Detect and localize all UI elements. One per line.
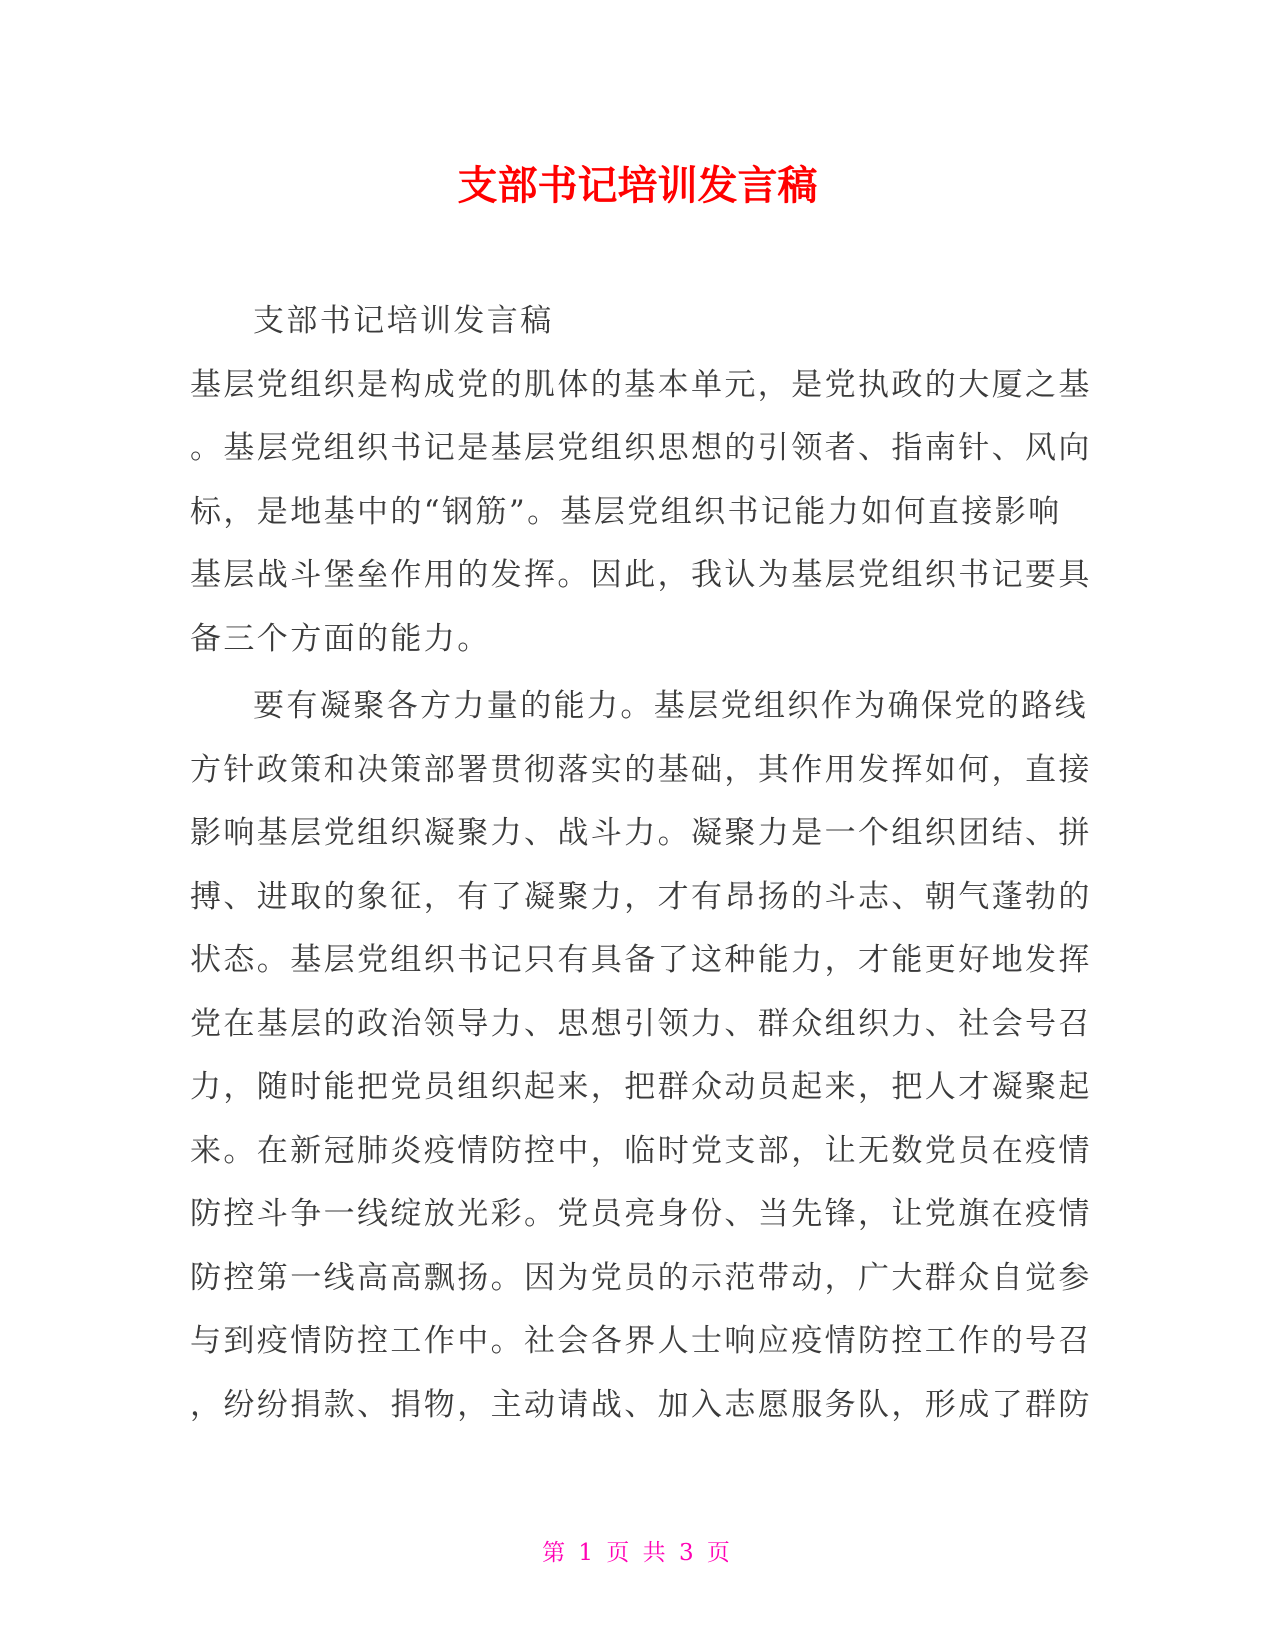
- document-body: [190, 290, 1090, 1437]
- text-line: ，纷纷捐款、捐物，主动请战、加入志愿服务队，形成了群防: [190, 1386, 1092, 1423]
- text-line: 防控第一线高高飘扬。因为党员的示范带动，广大群众自觉参: [190, 1259, 1092, 1296]
- page-footer: 第 1 页 共 3 页: [542, 1540, 733, 1566]
- text-line: 基层战斗堡垒作用的发挥。因此，我认为基层党组织书记要具: [190, 557, 1092, 593]
- text-line: 方针政策和决策部署贯彻落实的基础，其作用发挥如何，直接: [190, 751, 1092, 788]
- text-line: 来。在新冠肺炎疫情防控中，临时党支部，让无数党员在疫情: [190, 1132, 1092, 1169]
- text-line: 防控斗争一线绽放光彩。党员亮身份、当先锋，让党旗在疫情: [190, 1196, 1092, 1232]
- text-line: 搏、进取的象征，有了凝聚力，才有昂扬的斗志、朝气蓬勃的: [190, 878, 1092, 915]
- text-line: 状态。基层党组织书记只有具备了这种能力，才能更好地发挥: [190, 942, 1092, 978]
- paragraph-2: [190, 675, 1090, 1437]
- text-line: 影响基层党组织凝聚力、战斗力。凝聚力是一个组织团结、拼: [190, 815, 1092, 851]
- paragraph-1: [190, 354, 1090, 672]
- text-line: 基层党组织是构成党的肌体的基本单元，是党执政的大厦之基: [190, 366, 1092, 403]
- text-line: 要有凝聚各方力量的能力。基层党组织作为确保党的路线: [253, 688, 1088, 724]
- document-title: 支部书记培训发言稿: [457, 163, 818, 209]
- text-line: 标，是地基中的“钢筋”。基层党组织书记能力如何直接影响: [190, 493, 1062, 530]
- text-line: 。基层党组织书记是基层党组织思想的引领者、指南针、风向: [190, 430, 1092, 466]
- text-line: 力，随时能把党员组织起来，把群众动员起来，把人才凝聚起: [190, 1069, 1092, 1105]
- subtitle-line: 支部书记培训发言稿: [253, 303, 554, 339]
- text-line: 备三个方面的能力。: [190, 620, 491, 657]
- text-line: 与到疫情防控工作中。社会各界人士响应疫情防控工作的号召: [190, 1323, 1092, 1359]
- text-line: 党在基层的政治领导力、思想引领力、群众组织力、社会号召: [190, 1005, 1092, 1042]
